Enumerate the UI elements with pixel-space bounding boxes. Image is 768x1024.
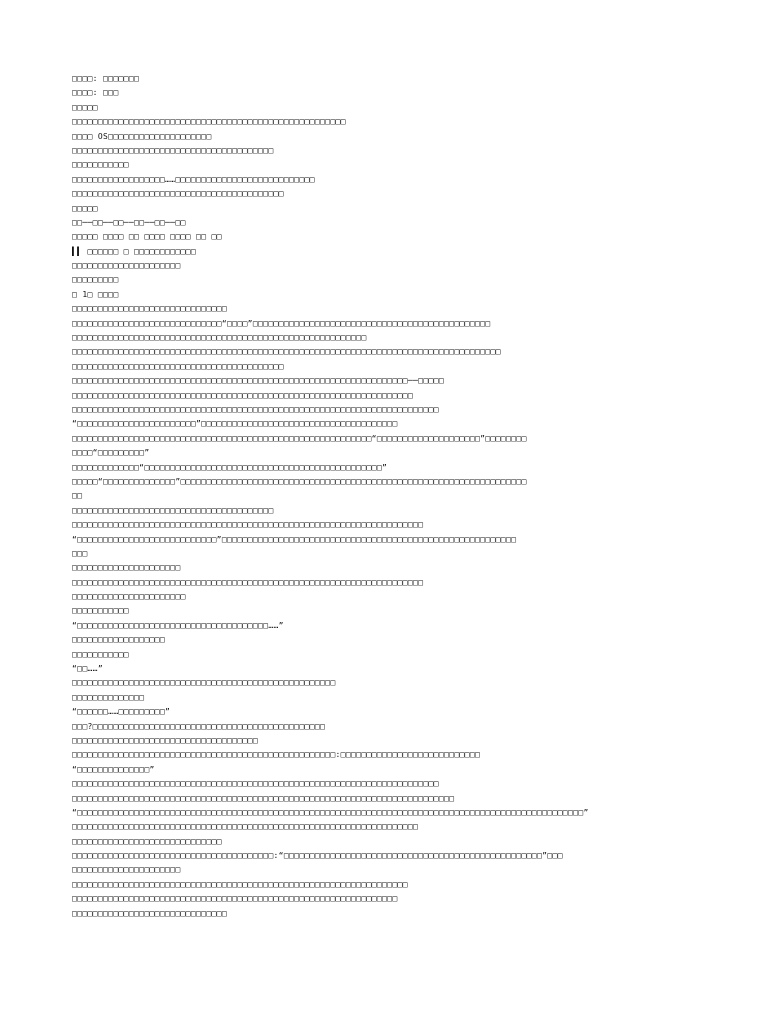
text-line: □□□□□□□□□□□□□□□□□□□□□□□□□□□□□□□□□□□□□□□□□□□□□□□□□□□□□□□□□□□□□□□□□□ xyxy=(72,390,413,400)
text-line: “□□□□□□……□□□□□□□□□” xyxy=(72,707,171,717)
text-line: “□□□□□□□□□□□□□□” xyxy=(72,764,155,774)
text-line: □□──□□──□□──□□──□□──□□ xyxy=(72,217,186,227)
text-line: □□□□□□□□□□□□□□□□□□□□□□□□□□□□□□□□□□□□□□□□□□□□□□□□□□□□□□□□□□□□□□□ xyxy=(72,894,398,904)
text-line: “□□□□□□□□□□□□□□□□□□□□□□□□□□□”□□□□□□□□□□□□□□□□□□□□□□□□□□□□□□□□□□□□□□□□□□□□□□□□□□□□□□□□□ xyxy=(72,534,517,544)
text-line: □□□□□□□□□□□□□□□□□□□□□□□□□□□□□□□□□□□□□□□□□□□□□□□□□□□ xyxy=(72,678,336,688)
text-line: □□□□□□□□□□□□□□□□□□□□□ xyxy=(72,563,181,573)
text-line: □□ xyxy=(72,491,83,501)
document-body xyxy=(72,72,702,921)
text-line: □□□□□□□□□□□□□□□□□□□□□□□□□□□□□□□□□□□□□□□□□□□□□□□□□□□□□□□□□□□□□□□□□□□□ xyxy=(72,577,424,587)
text-line: □□□□□□□□□□□□□□ xyxy=(72,692,145,702)
text-line: □□□?□□□□□□□□□□□□□□□□□□□□□□□□□□□□□□□□□□□□□□□□□□□□□ xyxy=(72,721,326,731)
text-line: □□□□□□□□□□□□□□□□□□□□□□□□□□□□□□□□□□□□□□□□□ xyxy=(72,361,284,371)
text-line: □□□□□ □□□□ □□ □□□□ □□□□ □□ □□ xyxy=(72,232,222,242)
text-line: □ 1□ □□□□ xyxy=(72,289,119,299)
text-line: □□□□□□□□□□□□□□□□□□□□□□□□□□□□□“□□□□”□□□□□□□□□□□□□□□□□□□□□□□□□□□□□□□□□□□□□□□□□□□□□□ xyxy=(72,318,491,328)
text-line: □□□□□□□□□□□□□□□□□□□□□□□□□□□□□ xyxy=(72,836,222,846)
text-line: “□□……” xyxy=(72,664,103,674)
text-line: □□□□□□□□□□□□□□□□□□□□□□□□□□□□□□□□□□□□□□□□□□□□□□□□□□□□□□□□□□□□□□□□□□□□□□□□□□□□□□□□□□□ xyxy=(72,347,501,357)
text-line: “□□□□□□□□□□□□□□□□□□□□□□□□□□□□□□□□□□□□□□□□□□□□□□□□□□□□□□□□□□□□□□□□□□□□□□□□□□□□□□□□□□□□□□□□□□□□□□□□□□” xyxy=(72,807,589,817)
text-line: □□□□□□□□□ xyxy=(72,275,119,285)
text-line: □□□□□□□□□□□□□□□□□□□□□□□□□□□□□□□□□□□□□□□□□□□□□□□□□□□□□□□□□□□□□□□□□□□□□□□ xyxy=(72,404,439,414)
text-line: □□□□□□□□□□□□□□□□□□□□□□□□□□□□□□□□□□□□□□□□□□□□□□□□□□□□□□□□□□□□□□□□□□□ xyxy=(72,822,419,832)
text-line: □□□□□□□□□□□□□□□□□□□□□□□□□□□□□□ xyxy=(72,304,227,314)
text-line: □□□□□ xyxy=(72,102,98,112)
text-line: □□□□□□□□□□□ xyxy=(72,160,129,170)
text-line: “□□□□□□□□□□□□□□□□□□□□□□□□□□□□□□□□□□□□□……” xyxy=(72,620,284,630)
text-line: □□□□□□□□□□□□□□□□□□□□□□ xyxy=(72,592,186,602)
text-line: □□□□□“□□□□□□□□□□□□□□”□□□□□□□□□□□□□□□□□□□□□□□□□□□□□□□□□□□□□□□□□□□□□□□□□□□□□□□□□□□□□□□□□□□ xyxy=(72,476,527,486)
text-line: □□□□ OS□□□□□□□□□□□□□□□□□□□□ xyxy=(72,131,212,141)
text-line: □□□□□□□□□□□□□□□□□□□□□□□□□□□□□□□□□□□□□□□□□□□□□□□□□□□□□□□□□□□□□□□□□□□□□□□ xyxy=(72,779,439,789)
text-line: □□□□□□□□□□□□□□□□□□□□□□□□□□□□□□□□□□□□□□□□□□□□□□□□□□□□□□□□□□□□□□□□□□□□□□□□□□ xyxy=(72,793,455,803)
text-line: □□□□□□□□□□□ xyxy=(72,606,129,616)
text-line: □□□□“□□□□□□□□□” xyxy=(72,448,150,458)
text-line: □□□□□□□□□□□□□□□□□□□□□□□□□□□□□□□□□□□□□□□ xyxy=(72,145,274,155)
text-line: □□□□□□□□□□□□□□□□□□□□□□□□□□□□□□ xyxy=(72,908,227,918)
text-line: □□□□□□□□□□□□□“□□□□□□□□□□□□□□□□□□□□□□□□□□□□□□□□□□□□□□□□□□□□□□” xyxy=(72,462,388,472)
text-line: □□□□□□□□□□□□□□□□□□□□□□□□□□□□□□□□□□□□□□□ xyxy=(72,505,274,515)
text-line: □□□□□□□□□□□ xyxy=(72,649,129,659)
text-line: □□□□□□□□□□□□□□□□□□□□□□□□□□□□□□□□□□□□□□□□□ xyxy=(72,189,284,199)
text-line: □□□□□□□□□□□□□□□□□□□□□□□□□□□□□□□□□□□□□□□□□□□□□□□□□□□□□□□□□□□□□□□□□□□□ xyxy=(72,520,424,530)
text-line: □□□□□□□□□□□□□□□□□□□□□□□□□□□□□□□□□□□□□□□□□□□□□□□□□□□□□□□□□□“□□□□□□□□□□□□□□□□□□□□”□□□□□□□□ xyxy=(72,433,527,443)
text-line: □□□□□□□□□□□□□□□□□□……□□□□□□□□□□□□□□□□□□□□□□□□□□□ xyxy=(72,174,315,184)
text-line: □□□□□□□□□□□□□□□□□□ xyxy=(72,635,165,645)
text-line: □□□□□□□□□□□□□□□□□□□□□□□□□□□□□□□□□□□□□□□□□□□□□□□□□□□□□ xyxy=(72,117,346,127)
text-line: □□□□□□□□□□□□□□□□□□□□□□□□□□□□□□□□□□□□□□□□□□□□□□□□□□□□□□□□□□□□□□□□□ xyxy=(72,879,408,889)
text-line: □□□□□□□□□□□□□□□□□□□□□□□□□□□□□□□□□□□□□□□□□□□□□□□□□□□□□□□□□ xyxy=(72,333,367,343)
text-line: □□□□□□□□□□□□□□□□□□□□□□□□□□□□□□□□□□□□□□□□□□□□□□□□□□□:□□□□□□□□□□□□□□□□□□□□□□□□□□□ xyxy=(72,750,481,760)
metadata-line: □□□□: □□□□□□□ xyxy=(72,74,140,83)
metadata-line: □□□□: □□□ xyxy=(72,88,119,98)
text-line: □□□ xyxy=(72,548,88,558)
text-line: □□□□□□□□□□□□□□□□□□□□□□□□□□□□□□□□□□□□□□□□□□□□□□□□□□□□□□□□□□□□□□□□□──□□□□□ xyxy=(72,376,444,386)
text-line: □□□□□□□□□□□□□□□□□□□□□ xyxy=(72,261,181,271)
text-line: □□□□□□□□□□□□□□□□□□□□□□□□□□□□□□□□□□□□□□□:“□□□□□□□□□□□□□□□□□□□□□□□□□□□□□□□□□□□□□□□□□□□□□□□□□□”□□□ xyxy=(72,851,563,861)
text-line: □□□□□ xyxy=(72,203,98,213)
text-line: ▍▍ □□□□□□ □ □□□□□□□□□□□□ xyxy=(72,246,196,256)
text-line: □□□□□□□□□□□□□□□□□□□□□□□□□□□□□□□□□□□□ xyxy=(72,735,258,745)
text-line: “□□□□□□□□□□□□□□□□□□□□□□□”□□□□□□□□□□□□□□□□□□□□□□□□□□□□□□□□□□□□□□ xyxy=(72,419,398,429)
text-line: □□□□□□□□□□□□□□□□□□□□□ xyxy=(72,865,181,875)
